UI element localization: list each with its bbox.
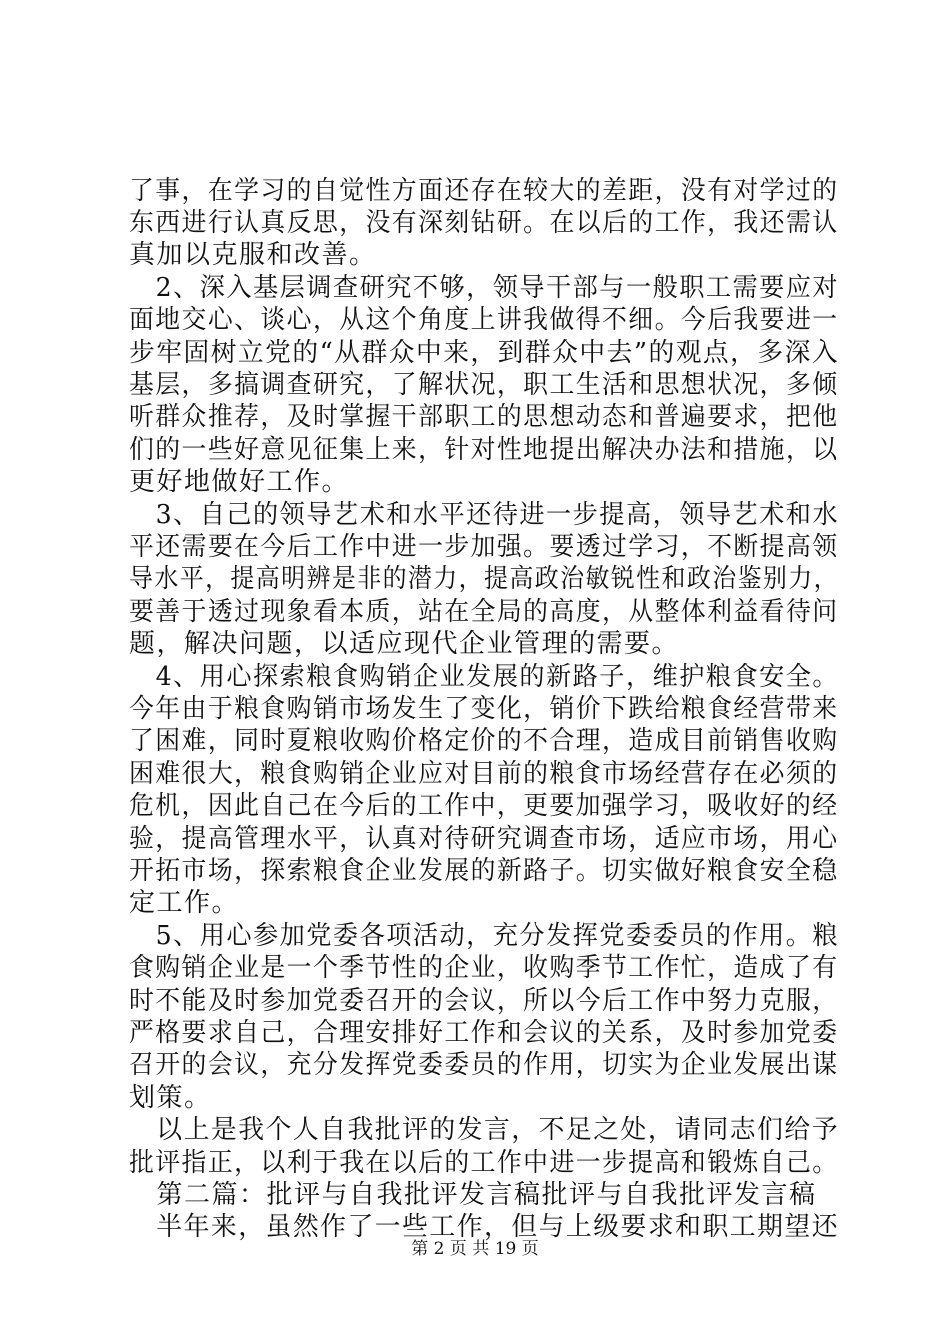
text-line: 导水平，提高明辨是非的潜力，提高政治敏锐性和政治鉴别力， — [129, 564, 840, 594]
text-line: 题，解决问题，以适应现代企业管理的需要。 — [129, 629, 680, 659]
text-line: 3、自己的领导艺术和水平还待进一步提高，领导艺术和水 — [129, 500, 840, 530]
text-line: 以上是我个人自我批评的发言，不足之处，请同志们给予 — [129, 1115, 840, 1145]
text-line: 了事，在学习的自觉性方面还存在较大的差距，没有对学过的 — [129, 176, 839, 206]
text-line: 半年来，虽然作了一些工作，但与上级要求和职工期望还 — [129, 1212, 840, 1242]
text-line: 东西进行认真反思，没有深刻钻研。在以后的工作，我还需认 — [129, 208, 839, 238]
text-line: 今年由于粮食购销市场发生了变化，销价下跌给粮食经营带来 — [129, 694, 839, 724]
text-line: 划策。 — [129, 1083, 212, 1113]
text-line: 真加以克服和改善。 — [129, 240, 377, 270]
section-heading: 第二篇：批评与自我批评发言稿批评与自我批评发言稿 — [129, 1180, 817, 1210]
text-line: 验，提高管理水平，认真对待研究调查市场，适应市场，用心 — [129, 824, 839, 854]
text-line: 危机，因此自己在今后的工作中，更要加强学习，吸收好的经 — [129, 791, 839, 821]
text-line: 严格要求自己，合理安排好工作和会议的关系，及时参加党委 — [129, 1018, 839, 1048]
text-line: 时不能及时参加党委召开的会议，所以今后工作中努力克服， — [129, 986, 839, 1016]
text-line: 更好地做好工作。 — [129, 467, 350, 497]
text-line: 基层，多搞调查研究，了解状况，职工生活和思想状况，多倾 — [129, 370, 839, 400]
text-line: 2、深入基层调查研究不够，领导干部与一般职工需要应对 — [129, 273, 840, 303]
text-line: 平还需要在今后工作中进一步加强。要透过学习，不断提高领 — [129, 532, 839, 562]
text-line: 们的一些好意见征集上来，针对性地提出解决办法和措施，以 — [129, 435, 839, 465]
text-line: 面地交心、谈心，从这个角度上讲我做得不细。今后我要进一 — [129, 305, 839, 335]
text-line: 5、用心参加党委各项活动，充分发挥党委委员的作用。粮 — [129, 921, 840, 951]
text-line: 召开的会议，充分发挥党委委员的作用，切实为企业发展出谋 — [129, 1050, 839, 1080]
text-line: 步牢固树立党的“从群众中来，到群众中去”的观点，多深入 — [129, 338, 840, 368]
text-line: 食购销企业是一个季节性的企业，收购季节工作忙，造成了有 — [129, 953, 839, 983]
text-line: 4、用心探索粮食购销企业发展的新路子，维护粮食安全。 — [129, 662, 840, 692]
page-number-footer: 第 2 页 共 19 页 — [411, 1239, 539, 1259]
text-line: 听群众推荐，及时掌握干部职工的思想动态和普遍要求，把他 — [129, 402, 839, 432]
text-line: 开拓市场，探索粮食企业发展的新路子。切实做好粮食安全稳 — [129, 856, 839, 886]
text-line: 定工作。 — [129, 888, 240, 918]
text-line: 批评指正，以利于我在以后的工作中进一步提高和锻炼自己。 — [129, 1148, 839, 1178]
text-line: 要善于透过现象看本质，站在全局的高度，从整体利益看待问 — [129, 597, 839, 627]
text-line: 了困难，同时夏粮收购价格定价的不合理，造成目前销售收购 — [129, 726, 839, 756]
text-line: 困难很大，粮食购销企业应对目前的粮食市场经营存在必须的 — [129, 759, 839, 789]
